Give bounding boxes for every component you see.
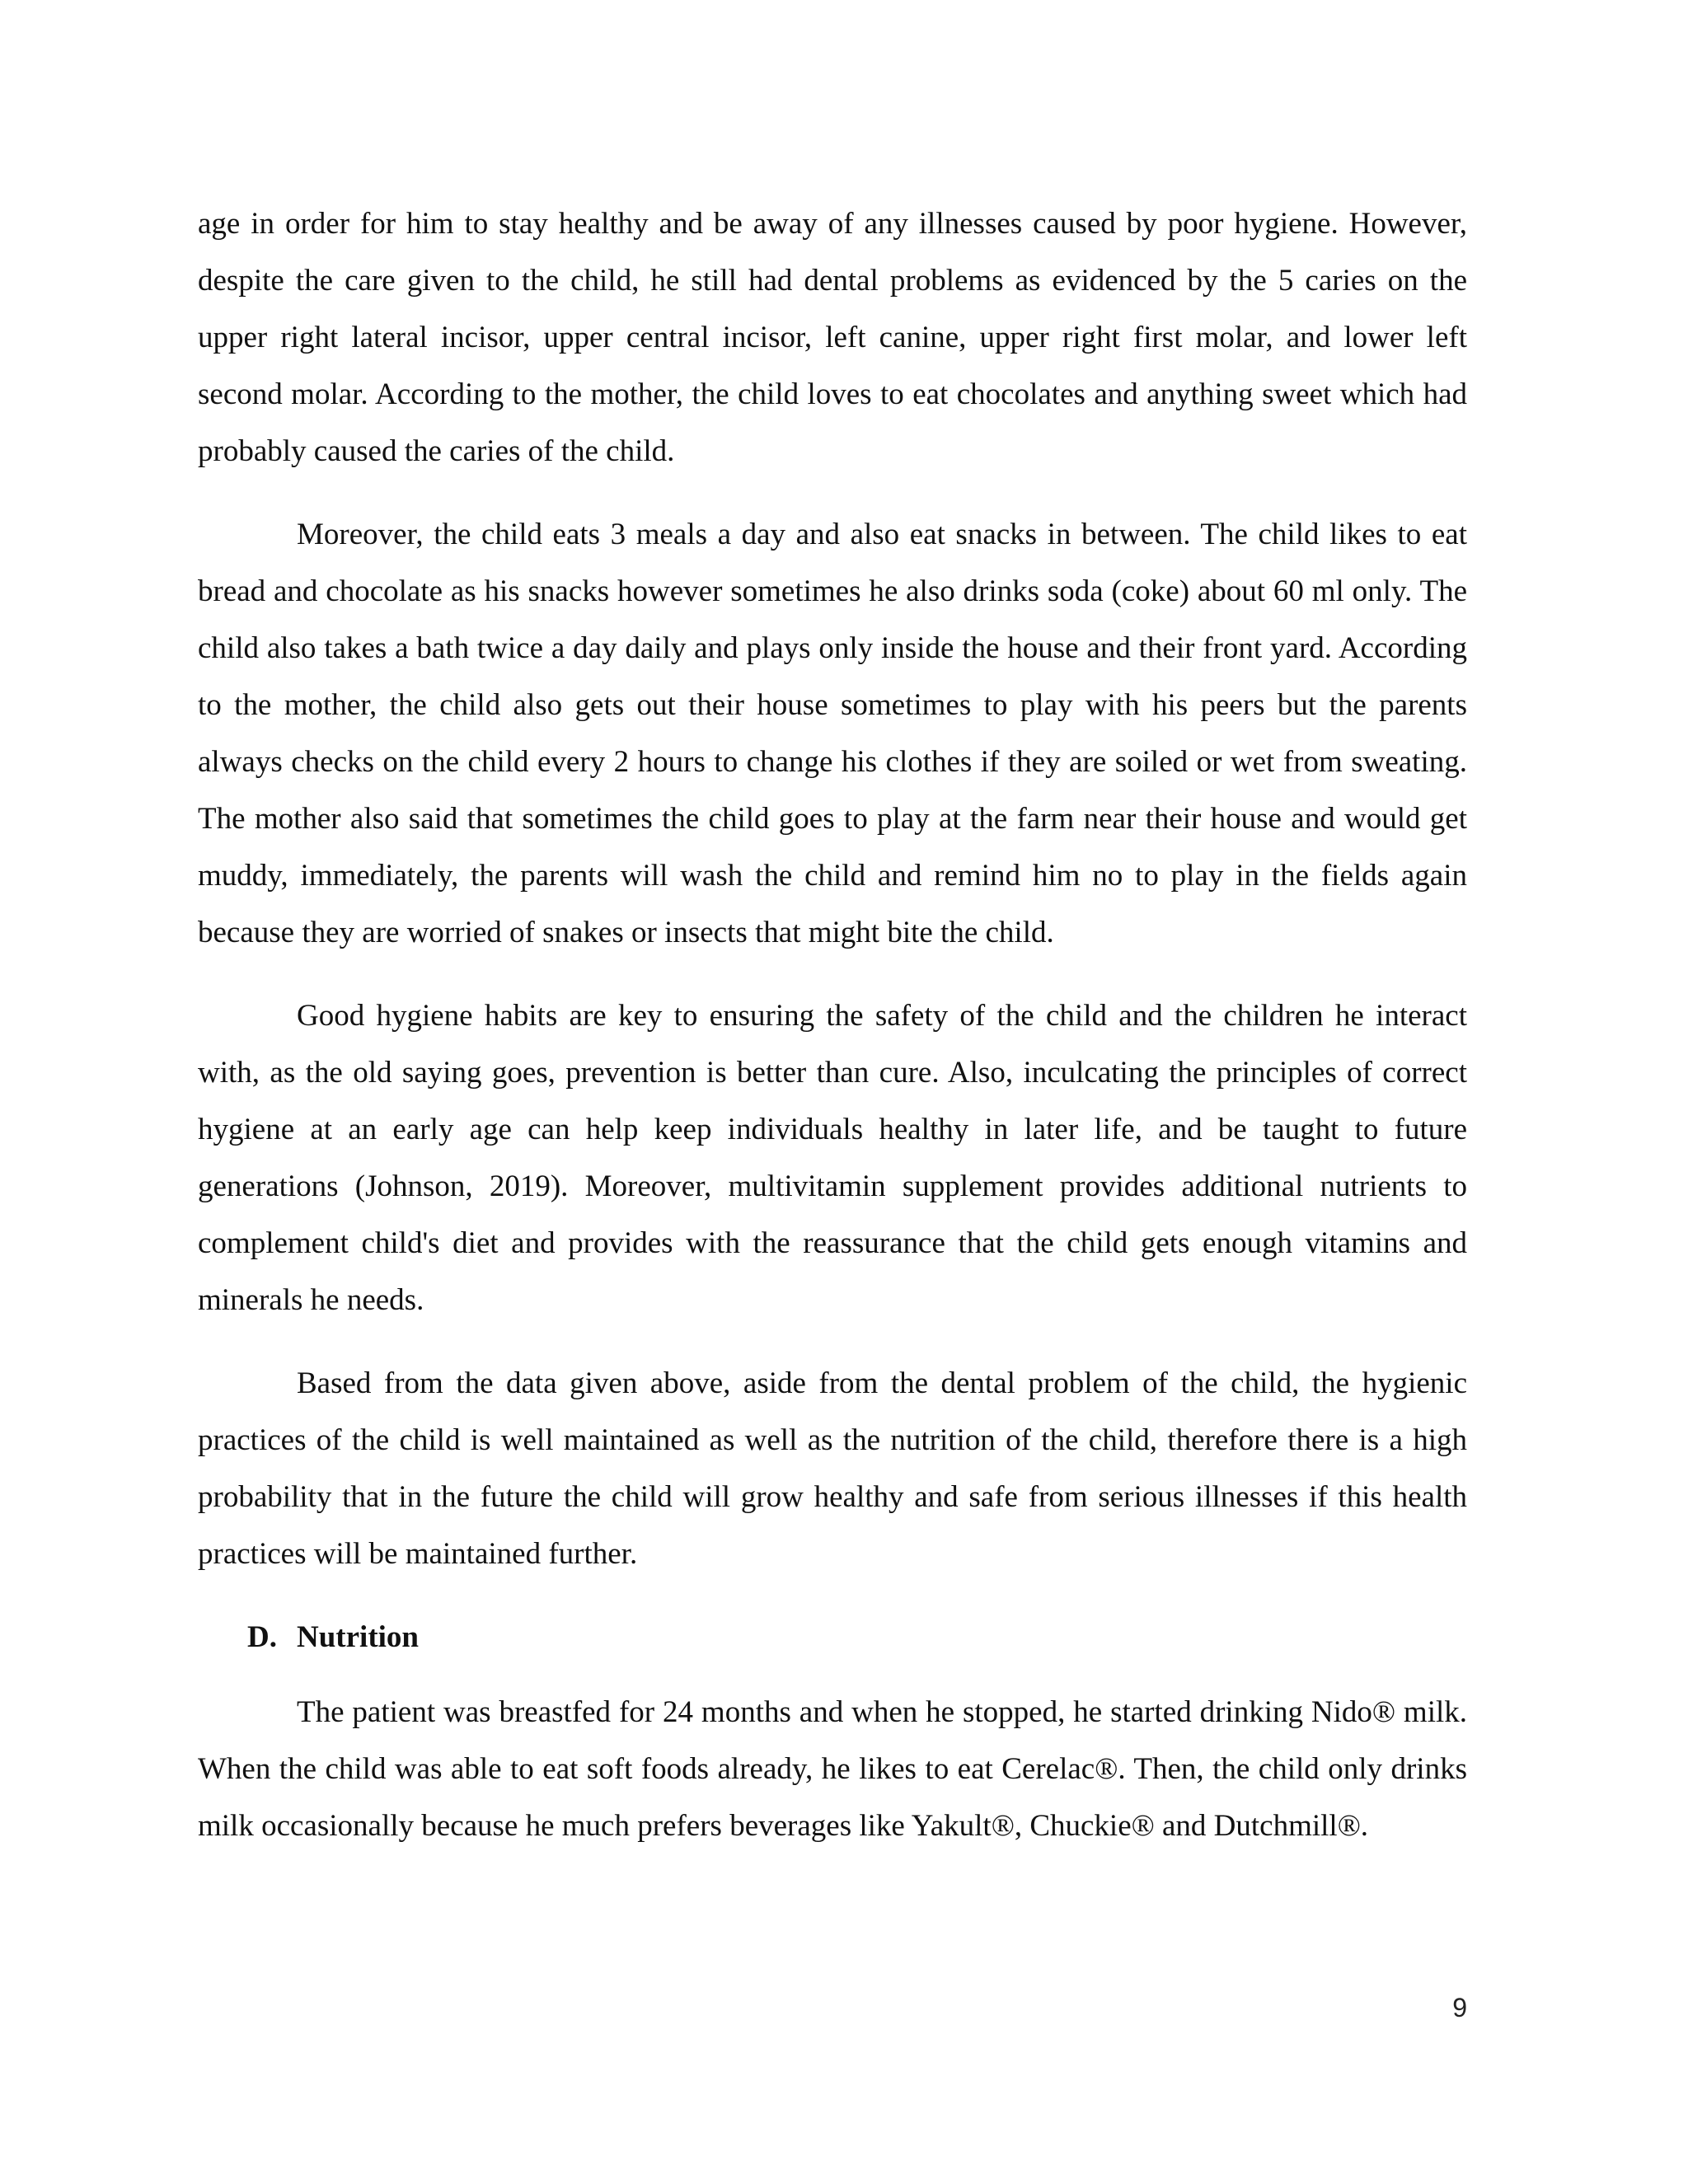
- section-title: Nutrition: [297, 1620, 419, 1654]
- section-letter: D.: [247, 1620, 277, 1654]
- paragraph-continued: age in order for him to stay healthy and be away of any illnesses caused by poor hygiene. However, despite the care given to the child, he still had dental problems as evidenced by the 5 caries on the upper right lateral incisor, upper central incisor, left canine, upper right first molar, and lower left second molar. According to the mother, the child loves to eat chocolates and anything sweet which had probably caused the caries of the child.: [198, 207, 1467, 468]
- page-number: 9: [1452, 1993, 1467, 2022]
- paragraph-conclusion: Based from the data given above, aside from the dental problem of the child, the hygienic practices of the child is well maintained as well as the nutrition of the child, therefore there is a high probability that in the future the child will grow healthy and safe from serious illnesses if this health practices will be maintained further.: [198, 1366, 1467, 1571]
- paragraph-meals-and-play: Moreover, the child eats 3 meals a day and also eat snacks in between. The child likes to eat bread and chocolate as his snacks however sometimes he also drinks soda (coke) about 60 ml only. The child also takes a bath twice a day daily and plays only inside the house and their front yard. According to the mother, the child also gets out their house sometimes to play with his peers but the parents always checks on the child every 2 hours to change his clothes if they are soiled or wet from sweating. The mother also said that sometimes the child goes to play at the farm near their house and would get muddy, immediately, the parents will wash the child and remind him no to play in the fields again because they are worried of snakes or insects that might bite the child.: [198, 518, 1467, 949]
- document-body: [198, 195, 1467, 1881]
- paragraph-nutrition: The patient was breastfed for 24 months and when he stopped, he started drinking Nido® milk. When the child was able to eat soft foods already, he likes to eat Cerelac®. Then, the child only drinks milk occasionally because he much prefers beverages like Yakult®, Chuckie® and Dutchmill®.: [198, 1695, 1467, 1843]
- section-heading-nutrition: [247, 1609, 1467, 1666]
- paragraph-hygiene-habits: Good hygiene habits are key to ensuring the safety of the child and the children he interact with, as the old saying goes, prevention is better than cure. Also, inculcating the principles of correct hygiene at an early age can help keep individuals healthy in later life, and be taught to future generations (Johnson, 2019). Moreover, multivitamin supplement provides additional nutrients to complement child's diet and provides with the reassurance that the child gets enough vitamins and minerals he needs.: [198, 999, 1467, 1317]
